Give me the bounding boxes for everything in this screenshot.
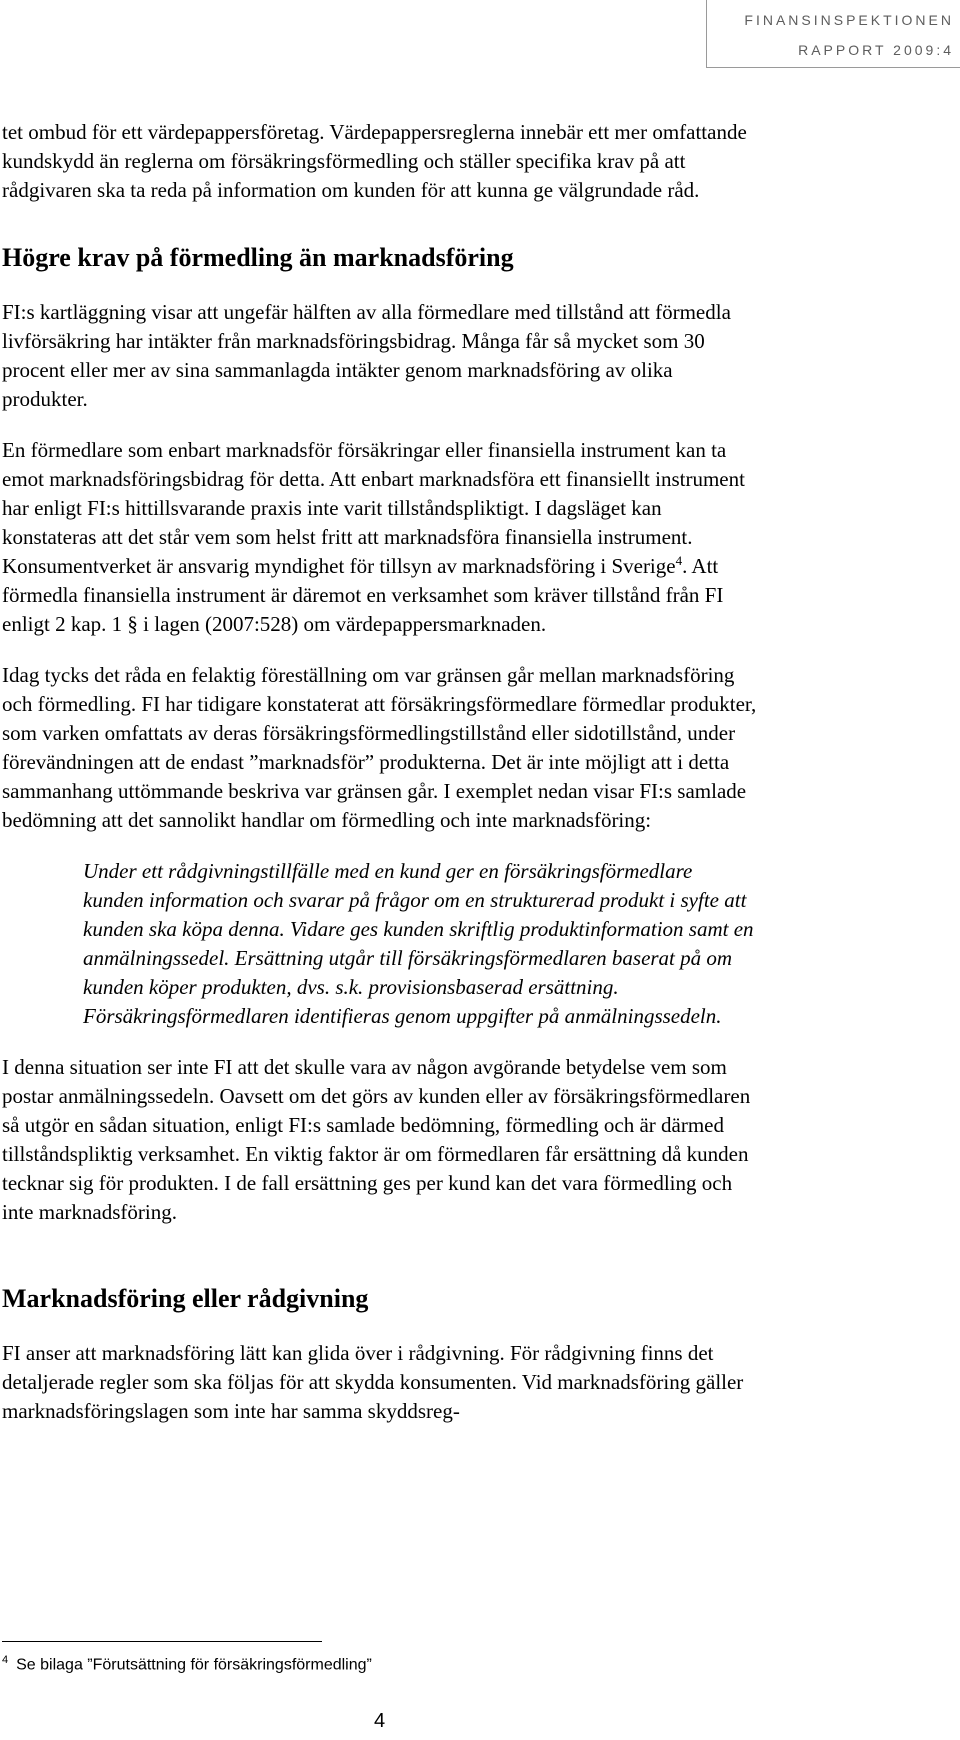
paragraph-marketing-permission — [2, 436, 757, 639]
footnote-reference[interactable]: 4 — [675, 553, 683, 568]
paragraph-assessment: I denna situation ser inte FI att det skulle vara av någon avgörande betydelse vem som postar anmälningssedeln. Oavsett om det görs av kunden eller av försäkringsförmedlaren så utgör en sådan situation, enligt FI:s samlade bedömning, förmedling och är därmed tillståndspliktig verksamhet. En viktig faktor är om förmedlaren får ersättning då kunden tecknar sig för produkten. I de fall ersättning ges per kund kan det vara förmedling och inte marknadsföring. — [2, 1055, 751, 1224]
footnote-text: Se bilaga ”Förutsättning för försäkringsförmedling” — [16, 1656, 372, 1674]
document-body — [2, 118, 757, 1448]
report-header — [706, 0, 960, 68]
paragraph-survey-results: FI:s kartläggning visar att ungefär hälften av alla förmedlare med tillstånd att förmedla livförsäkring har intäkter från marknadsföringsbidrag. Många får så mycket som 30 procent eller mer av sina sammanlagda intäkter genom marknadsföring av olika produkter. — [2, 300, 731, 411]
paragraph-boundary: Idag tycks det råda en felaktig föreställning om var gränsen går mellan marknadsföring och förmedling. FI har tidigare konstaterat att försäkringsförmedlare förmedlar produkter, som varken omfattats av deras försäkringsförmedlingstillstånd eller sidotillstånd, under förevändningen att de endast ”marknadsför” produkterna. Det är inte möjligt att i detta sammanhang uttömmande beskriva var gränsen går. I exemplet nedan visar FI:s samlade bedömning att det sannolikt handlar om förmedling och inte marknadsföring: — [2, 663, 757, 832]
paragraph-marketing-permission-continuation: . Att förmedla finansiella instrument är däremot en verksamhet som kräver tillstånd från FI enligt 2 kap. 1 § i lagen (2007:528) om värdepappersmarknaden. — [2, 554, 724, 636]
footnote — [2, 1650, 372, 1675]
page-number: 4 — [374, 1710, 386, 1732]
lead-paragraph: tet ombud för ett värdepappersföretag. Värdepappersreglerna innebär ett mer omfattande kundskydd än reglerna om försäkringsförmedling och ställer specifika krav på att rådgivaren ska ta reda på information om kunden för att kunna ge välgrundade råd. — [2, 120, 747, 202]
section-heading-marketing-or-advice: Marknadsföring eller rådgivning — [2, 1284, 369, 1313]
header-report-number: RAPPORT 2009:4 — [798, 42, 954, 58]
footnote-divider — [2, 1641, 322, 1642]
header-organization: FINANSINSPEKTIONEN — [744, 12, 954, 28]
footnote-number: 4 — [2, 1654, 9, 1666]
section-intermediation-vs-marketing — [2, 242, 757, 1227]
section-heading-intermediation: Högre krav på förmedling än marknadsföring — [2, 243, 514, 272]
section-marketing-or-advice — [2, 1283, 757, 1426]
paragraph-marketing-permission-text: En förmedlare som enbart marknadsför försäkringar eller finansiella instrument kan ta emot marknadsföringsbidrag för detta. Att enbart marknadsföra ett finansiellt instrument har enligt FI:s hittillsvarande praxis inte varit tillståndspliktigt. I dagsläget kan konstateras att det står vem som helst fritt att marknadsföra finansiella instrument. Konsumentverket är ansvarig myndighet för tillsyn av marknadsföring i Sverige — [2, 438, 745, 578]
example-quote: Under ett rådgivningstillfälle med en kund ger en försäkringsförmedlare kunden information och svarar på frågor om en strukturerad produkt i syfte att kunden ska köpa denna. Vidare ges kunden skriftlig produktinformation samt en anmälningssedel. Ersättning utgår till försäkringsförmedlaren baserat på om kunden köper produkten, dvs. s.k. provisionsbaserad ersättning. Försäkringsförmedlaren identifieras genom uppgifter på anmälningssedeln. — [83, 859, 754, 1028]
paragraph-marketing-advice: FI anser att marknadsföring lätt kan glida över i rådgivning. För rådgivning finns det detaljerade regler som ska följas för att skydda konsumenten. Vid marknadsföring gäller marknadsföringslagen som inte har samma skyddsreg- — [2, 1341, 744, 1423]
